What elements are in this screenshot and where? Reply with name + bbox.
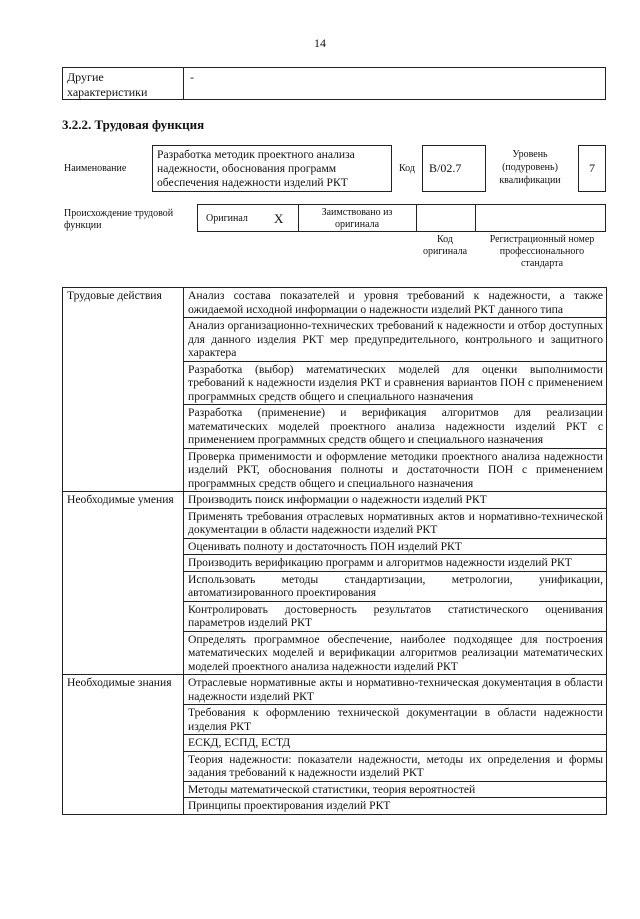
- table-cell: Производить поиск информации о надежности изделий РКТ: [184, 492, 607, 509]
- table-row: [63, 492, 607, 509]
- other-characteristics-label: Другие характеристики: [67, 70, 148, 99]
- origin-divider-3: [475, 205, 476, 231]
- category-cell: Необходимые знания: [63, 675, 184, 815]
- page-number: 14: [314, 36, 326, 50]
- table-cell: Разработка (применение) и верификация алгоритмов для реализации математических моделей проектного анализа надежности изделий РКТ с применением программных средств общего и специального назначения: [184, 405, 607, 449]
- original-mark: X: [274, 211, 284, 226]
- name-value: Разработка методик проектного анализа надежности, обоснования программ обеспечения надежности изделий РКТ: [157, 148, 355, 189]
- level-value: 7: [589, 161, 595, 175]
- table-cell: Анализ состава показателей и уровня требований к надежности, а также ожидаемой исходной информации о надежности изделий РКТ данного типа: [184, 288, 607, 318]
- name-label: Наименование: [64, 163, 127, 174]
- table-cell: Определять программное обеспечение, наиболее подходящее для построения математических моделей и верификации алгоритмов реализации математических моделей проектного анализа надежности изделий РКТ: [184, 631, 607, 675]
- borrowed-label: Заимствовано из оригинала: [321, 207, 393, 230]
- code-original-caption: Код оригинала: [422, 234, 468, 257]
- origin-divider-2: [416, 205, 417, 231]
- original-label: Оригинал: [206, 213, 248, 224]
- table-cell: Проверка применимости и оформление методики проектного анализа надежности изделий РКТ, обоснования полноты и достаточности ПОН с применением программных средств общего и специального назначения: [184, 448, 607, 492]
- table-row: [63, 675, 607, 705]
- table-cell: Производить верификацию программ и алгоритмов надежности изделий РКТ: [184, 555, 607, 572]
- table-cell: ЕСКД, ЕСПД, ЕСТД: [184, 735, 607, 752]
- table-cell: Разработка (выбор) математических моделей для оценки выполнимости требований к надежности изделия РКТ и сравнения вариантов ПОН с применением программных средств общего и специального назначения: [184, 361, 607, 405]
- code-value: B/02.7: [429, 161, 462, 175]
- origin-divider-1: [298, 205, 299, 231]
- table-cell: Отраслевые нормативные акты и нормативно-техническая документация в области надежности изделий РКТ: [184, 675, 607, 705]
- category-cell: Необходимые умения: [63, 492, 184, 675]
- table-cell: Контролировать достоверность результатов статистического оценивания параметров изделий РКТ: [184, 601, 607, 631]
- code-value-box: [422, 145, 486, 192]
- level-value-box: [578, 145, 606, 192]
- category-cell: Трудовые действия: [63, 288, 184, 492]
- table-row: [63, 288, 607, 318]
- table-cell: Требования к оформлению технической документации в области надежности изделия РКТ: [184, 705, 607, 735]
- labor-function-table: [62, 287, 607, 815]
- reg-number-caption: Регистрационный номер профессионального стандарта: [489, 234, 595, 269]
- table-cell: Оценивать полноту и достаточность ПОН изделий РКТ: [184, 538, 607, 555]
- name-value-box: [152, 145, 392, 192]
- section-title: 3.2.2. Трудовая функция: [62, 117, 205, 132]
- other-characteristics-value: -: [190, 70, 194, 84]
- level-label: Уровень (подуровень) квалификации: [499, 149, 561, 186]
- other-characteristics-divider: [183, 68, 184, 99]
- table-cell: Методы математической статистики, теория вероятностей: [184, 781, 607, 798]
- other-characteristics-row: [62, 67, 606, 100]
- table-cell: Использовать методы стандартизации, метрологии, унификации, автоматизированного проектирования: [184, 571, 607, 601]
- origin-box: [197, 204, 606, 232]
- table-cell: Теория надежности: показатели надежности, методы их определения и формы задания требований к надежности изделий РКТ: [184, 751, 607, 781]
- code-label: Код: [399, 163, 415, 174]
- origin-label: Происхождение трудовой функции: [64, 208, 174, 231]
- table-cell: Принципы проектирования изделий РКТ: [184, 798, 607, 815]
- table-cell: Анализ организационно-технических требований к надежности и отбор доступных для данного изделия РКТ мер предупредительного, контрольного и защитного характера: [184, 318, 607, 362]
- table-cell: Применять требования отраслевых нормативных актов и нормативно-технической документации в области надежности изделий РКТ: [184, 508, 607, 538]
